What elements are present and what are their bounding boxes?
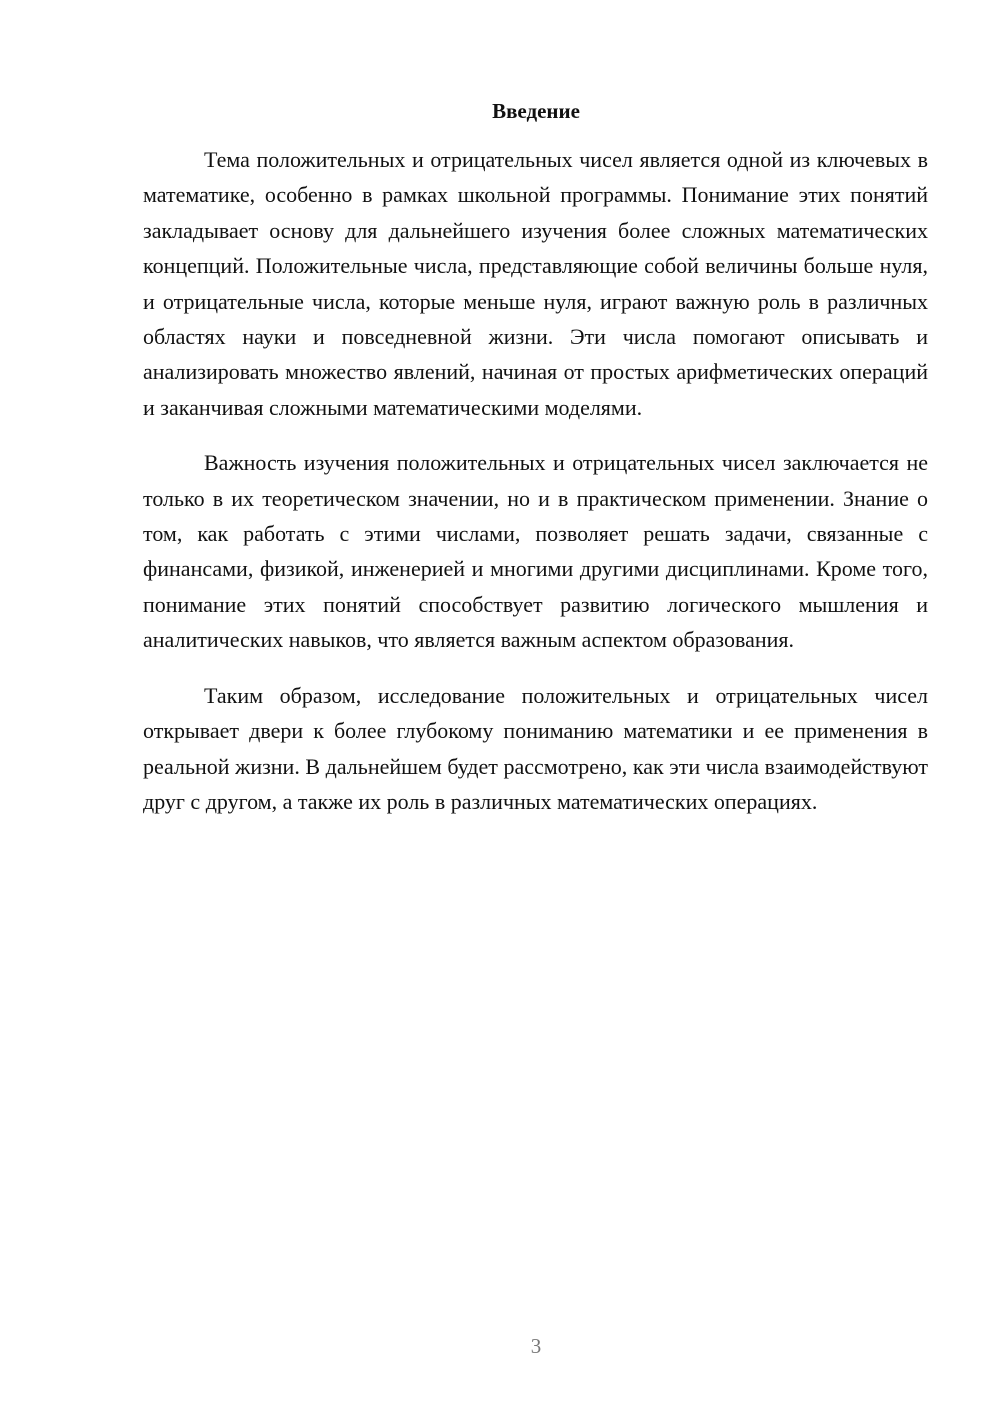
section-heading: Введение [492, 99, 580, 123]
page-number: 3 [530, 1334, 542, 1358]
body-text [143, 142, 928, 819]
paragraph-conclusion: Таким образом, исследование положительных и отрицательных чисел открывает двери к более глубокому пониманию математики и ее применения в реальной жизни. В дальнейшем будет рассмотрено, как эти числа взаимодействуют друг с другом, а также их роль в различных математических операциях. [143, 682, 928, 814]
paragraph-importance: Важность изучения положительных и отрицательных чисел заключается не только в их теоретическом значении, но и в практическом применении. Знание о том, как работать с этими числами, позволяет решать задачи, связанные с финансами, физикой, инженерией и многими другими дисциплинами. Кроме того, понимание этих понятий способствует развитию логического мышления и аналитических навыков, что является важным аспектом образования. [143, 450, 928, 653]
paragraph-introduction-topic: Тема положительных и отрицательных чисел является одной из ключевых в математике, особенно в рамках школьной программы. Понимание этих понятий закладывает основу для дальнейшего изучения более сложных математических концепций. Положительные числа, представляющие собой величины больше нуля, и отрицательные числа, которые меньше нуля, играют важную роль в различных областях науки и повседневной жизни. Эти числа помогают описывать и анализировать множество явлений, начиная от простых арифметических операций и заканчивая сложными математическими моделями. [143, 147, 928, 420]
